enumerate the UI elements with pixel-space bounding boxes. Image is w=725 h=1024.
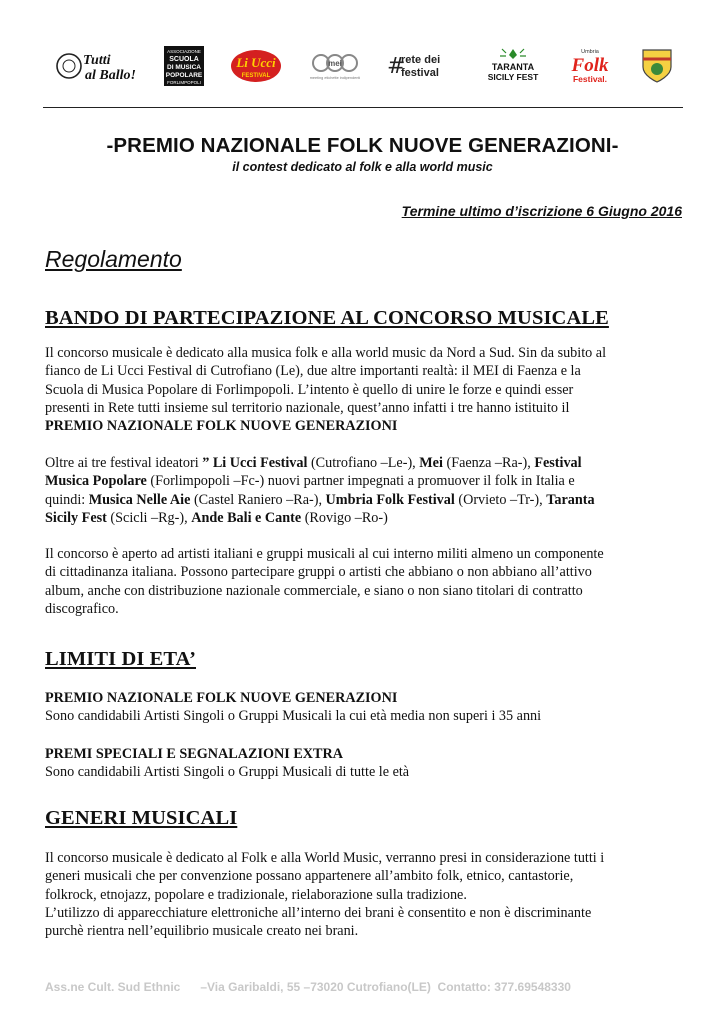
svg-text:Li Ucci: Li Ucci (236, 55, 276, 70)
svg-text:ASSOCIAZIONE: ASSOCIAZIONE (166, 49, 201, 54)
text-line: folkrock, etnojazz, popolare e tradizionale, rielaborazione sulla tradizione. (45, 886, 467, 903)
svg-text:meeting etichette indipendenti: meeting etichette indipendenti (309, 76, 360, 80)
svg-text:rete dei: rete dei (401, 54, 441, 66)
text-line: Il concorso musicale è dedicato al Folk e alla World Music, verranno presi in considerazione tutti i (45, 850, 605, 866)
mei-logo (309, 46, 361, 86)
section-generi-heading: GENERI MUSICALI (45, 807, 238, 829)
text-line: generi musicali che per convenzione possano appartenere all’ambito folk, etnico, cantastorie, (45, 868, 574, 885)
shield-logo (639, 46, 675, 86)
svg-text:mei: mei (327, 59, 342, 68)
text-line: Musica Popolare (Forlimpopoli –Fc-) nuovi partner impegnati a promuover il folk in Italia e (45, 473, 575, 490)
tutti-text: Tutti (83, 53, 111, 68)
text-line: fianco de Li Ucci Festival di Cutrofiano (Le), due altre importanti realtà: il MEI di Faenza e la (45, 363, 581, 380)
text-line: Il concorso è aperto ad artisti italiani e gruppi musicali al cui interno militi almeno un componente (45, 546, 604, 562)
svg-text:#: # (387, 54, 406, 79)
text-line: discografico. (45, 600, 119, 617)
svg-text:TARANTA: TARANTA (491, 62, 534, 72)
subsection-title: PREMIO NAZIONALE FOLK NUOVE GENERAZIONI (45, 690, 398, 706)
text-line: purchè rientra nell’equilibrio musicale creato nei brani. (45, 923, 359, 940)
svg-text:festival: festival (401, 67, 440, 79)
li-ucci-festival-logo (230, 46, 282, 86)
page-title: -PREMIO NAZIONALE FOLK NUOVE GENERAZIONI- (106, 134, 619, 157)
umbria-folk-festival-logo (568, 46, 612, 86)
subsection-title: PREMI SPECIALI E SEGNALAZIONI EXTRA (45, 746, 343, 762)
header-divider (43, 107, 683, 108)
footer-contact: Ass.ne Cult. Sud Ethnic –Via Garibaldi, 55 –73020 Cutrofiano(LE) Contatto: 377.69548330 (45, 980, 571, 994)
svg-text:SCUOLA: SCUOLA (168, 56, 199, 63)
bando-paragraph-2 (45, 454, 685, 527)
svg-text:Umbria: Umbria (581, 49, 600, 55)
text-line: album, anche con distribuzione nazionale commerciale, e siano o non siano titolari di contratto (45, 582, 583, 599)
sponsor-logos (55, 44, 675, 88)
text-line: quindi: Musica Nelle Aie (Castel Raniero –Ra-), Umbria Folk Festival (Orvieto –Tr-), Taranta (45, 491, 595, 508)
svg-text:FESTIVAL: FESTIVAL (241, 73, 271, 79)
text-line: presenti in Rete tutti insieme sul territorio nazionale, quest’anno infatti i tre hanno istituito il (45, 399, 570, 416)
section-limiti-heading: LIMITI DI ETA’ (45, 648, 196, 670)
limiti-block-1 (45, 689, 685, 726)
svg-text:SICILY FEST: SICILY FEST (487, 72, 539, 82)
al-ballo-text: al Ballo! (85, 68, 136, 83)
svg-text:DI MUSICA: DI MUSICA (166, 64, 201, 71)
scuola-musica-popolare-logo (164, 46, 204, 86)
text-line: L’utilizzo di apparecchiature elettroniche all’interno dei brani è consentito e non è discriminante (45, 904, 592, 921)
deadline-text: Termine ultimo d’iscrizione 6 Giugno 2016 (401, 203, 682, 219)
text-line: Sicily Fest (Scicli –Rg-), Ande Bali e Cante (Rovigo –Ro-) (45, 509, 388, 526)
svg-text:POPOLARE: POPOLARE (165, 72, 202, 79)
bando-paragraph-1 (45, 344, 685, 435)
generi-paragraph (45, 849, 685, 940)
svg-text:Folk: Folk (571, 55, 609, 76)
page-subtitle: il contest dedicato al folk e alla world music (232, 160, 493, 174)
text-line: Sono candidabili Artisti Singoli o Gruppi Musicali di tutte le età (45, 764, 410, 781)
taranta-sicily-fest-logo (484, 46, 542, 86)
text-line: Scuola di Musica Popolare di Forlimpopoli. L’intento è quello di unire le forze e quindi esser (45, 381, 574, 398)
bando-paragraph-3 (45, 545, 685, 618)
text-line: di cittadinanza italiana. Possono partecipare gruppi o artisti che abbiano o non abbiano all’attivo (45, 564, 592, 581)
svg-text:FORLIMPOPOLI: FORLIMPOPOLI (166, 80, 201, 85)
regolamento-heading: Regolamento (45, 246, 182, 272)
section-bando-heading: BANDO DI PARTECIPAZIONE AL CONCORSO MUSICALE (45, 307, 609, 329)
text-line-bold: PREMIO NAZIONALE FOLK NUOVE GENERAZIONI (45, 418, 398, 435)
text-line: Sono candidabili Artisti Singoli o Gruppi Musicali la cui età media non superi i 35 anni (45, 708, 542, 725)
text-line: Il concorso musicale è dedicato alla musica folk e alla world music da Nord a Sud. Sin da subito al (45, 345, 607, 361)
tutti-al-ballo-logo (55, 46, 137, 86)
limiti-block-2 (45, 745, 685, 782)
svg-text:Festival.: Festival. (573, 74, 608, 84)
text-line: Oltre ai tre festival ideatori ” Li Ucci Festival (Cutrofiano –Le-), Mei (Faenza –Ra-), Festival (45, 455, 582, 471)
rete-dei-festival-logo (387, 46, 457, 86)
